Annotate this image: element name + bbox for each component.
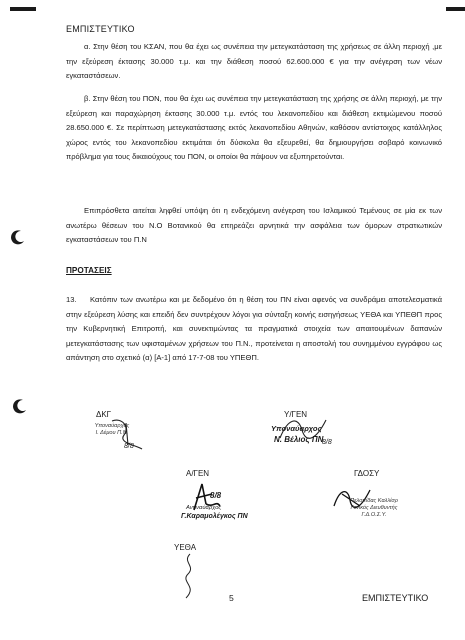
proposal-paragraph <box>66 293 442 366</box>
signature-scribble-yetha <box>176 552 206 602</box>
page-number: 5 <box>229 593 234 603</box>
proposals-heading: ΠΡΟΤΑΣΕΙΣ <box>66 266 112 275</box>
crescent-moon-icon <box>12 398 28 414</box>
crescent-moon-icon <box>10 229 26 245</box>
signature-rank-ygen: Υποναύαρχος <box>271 424 322 433</box>
signature-date-agen: 8/8 <box>210 491 222 500</box>
scan-artifact-left <box>10 7 36 11</box>
signature-name-ygen: Ν. Βέλιος ΠΝ <box>274 435 324 444</box>
paragraph-b: β. Στην θέση του ΠΟΝ, που θα έχει ως συνέπεια την μετεγκατάσταση της χρήσης σε άλλη περιοχή, με την εξεύρεση και παραχώρηση έκτασης 30.000 τ.μ. εντός του λεκανοπεδίου και διάθεση εκτιμώμενου ποσού 28.650.000 €. Σε περίπτωση μετεγκατάστασης εκτός λεκανοπεδίου Αθηνών, καθόσον αντίστοιχος κατάλληλος χώρος εντός του λεκανοπεδίου εκτιμάται ότι δύσκολα θα εξευρεθεί, θα δημιουργήσει σοβαρό κοινωνικό πρόβλημα για τους δικαιούχους του ΠΟΝ, οι οποίοι θα πάψουν να εξυπηρετούνται. <box>66 94 442 162</box>
header-classification: ΕΜΠΙΣΤΕΥΤΙΚΟ <box>66 24 135 34</box>
signature-label-gdosy: ΓΔΟΣΥ <box>354 469 380 478</box>
paragraph-a: α. Στην θέση του ΚΣΑΝ, που θα έχει ως συνέπεια την μετεγκατάσταση της χρήσεως σε άλλη περιοχή ,με την εξεύρεση έκτασης 30.000 τ.μ. και την διάθεση ποσού 62.600.000 € για την ανέγερση των νέων εγκαταστάσεων. <box>66 42 442 81</box>
scan-artifact-right <box>446 7 465 11</box>
signature-date-ygen: 8/8 <box>322 439 332 446</box>
proposal-text: Κατόπιν των ανωτέρω και με δεδομένο ότι η θέση του ΠΝ είναι αφενός να συνδράμει αποτελεσματικά στην εξεύρεση λύσης και επειδή δεν συντρέχουν λόγοι για σύνταξη κοινής εισηγήσεως ΥΕΘΑ και ΥΠΕΘΠ προς την Κυβερνητική Επιτροπή, και συνεκτιμώντας τα πραγματικά στοιχεία των απαιτουμένων δαπανών μετεγκατάστασης των υφισταμένων χρήσεων του Π.Ν., προτείνεται η αποστολή του συνημμένου εγγράφου ως απάντηση στο σχετικό (α) [Α-1] από 17-7-08 του ΥΠΕΘΠ. <box>66 295 442 363</box>
signature-date-dkg: 8/8 <box>124 443 134 450</box>
signature-label-agen: Α/ΓΕΝ <box>186 469 210 478</box>
signature-name-agen: Γ.Καραμολέγκος ΠΝ <box>181 513 248 520</box>
proposal-number: 13. <box>66 295 77 304</box>
footer-classification: ΕΜΠΙΣΤΕΥΤΙΚΟ <box>362 593 429 603</box>
signature-label-ygen: Υ/ΓΕΝ <box>284 410 308 419</box>
signature-stamp-dkg: Υποναύαρχος Ι. Δέμου Π.Ν. <box>94 423 130 436</box>
signature-label-yetha: ΥΕΘΑ <box>174 543 197 552</box>
paragraph-c: Επιπρόσθετα αιτείται ληφθεί υπόψη ότι η ενδεχόμενη ανέγερση του Ισλαμικού Τεμένους σε μία εκ των ανωτέρω θέσεων του Ν.Ο Βοτανικού θα επηρεάζει αρνητικά την ασφάλεια των όμορων στρατιωτικών εγκαταστάσεων του Π.Ν <box>66 206 442 245</box>
signature-rank-agen: Αντιναύαρχος <box>186 505 222 511</box>
signature-label-dkg: ΔΚΓ <box>96 410 112 419</box>
signature-stamp-gdosy: Πελοπίδας Καλλίσρ Γενικός Διευθυντής Γ.Δ.Ο.Σ.Υ. <box>350 498 398 518</box>
